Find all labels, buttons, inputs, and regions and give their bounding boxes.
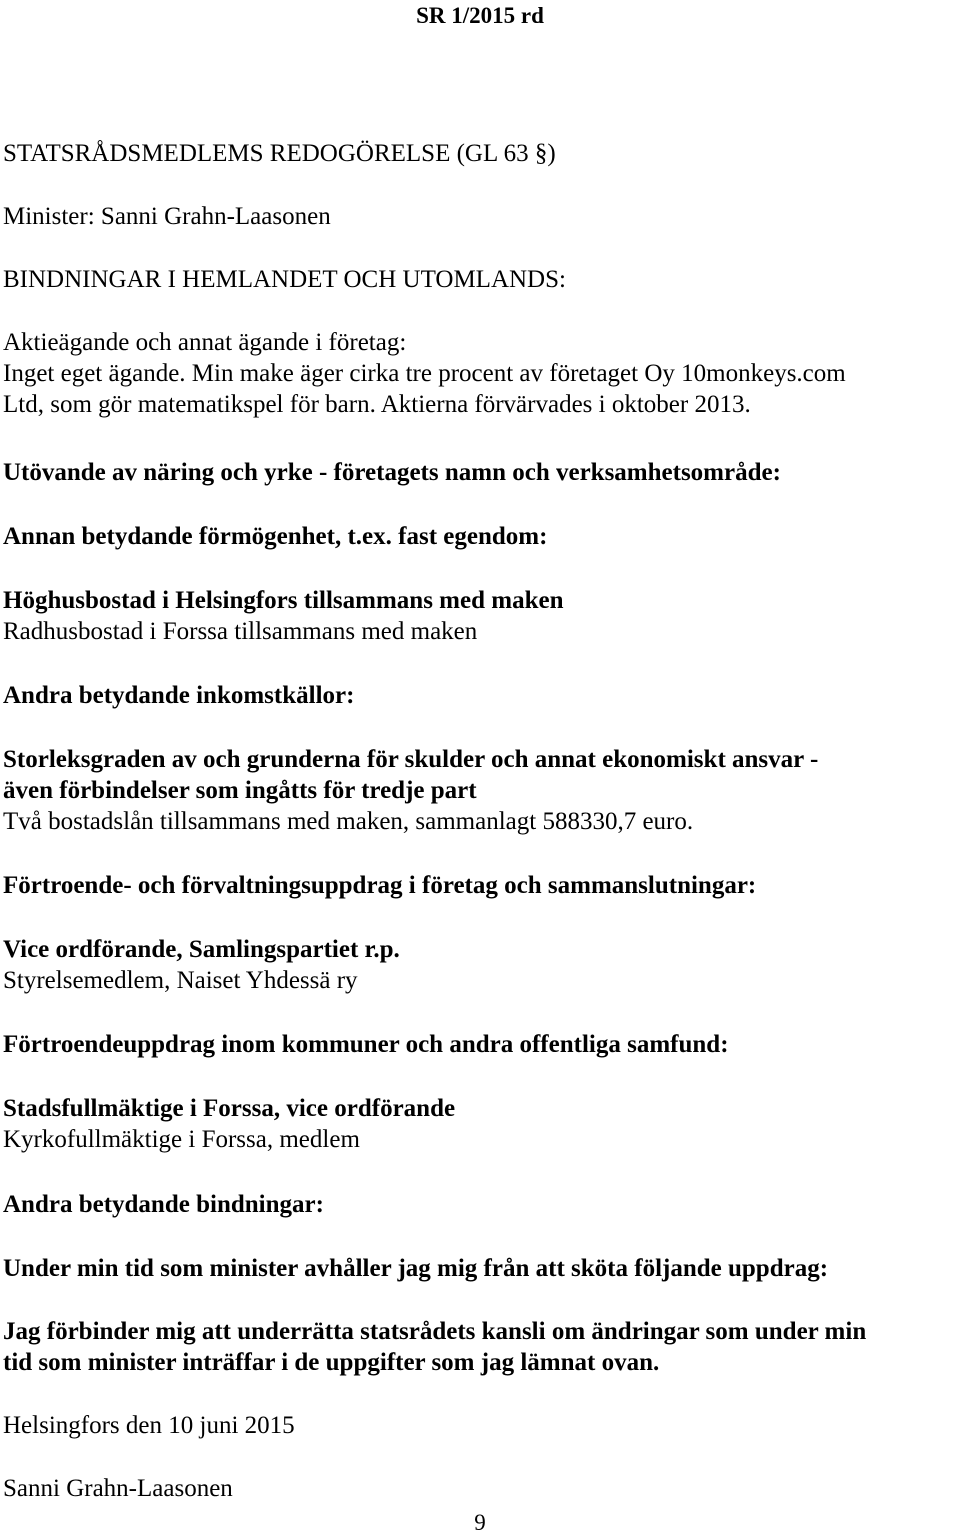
place-date: Helsingfors den 10 juni 2015: [3, 1412, 295, 1439]
signature-name: Sanni Grahn-Laasonen: [3, 1475, 233, 1502]
public-posts-heading: Förtroendeuppdrag inom kommuner och andra offentliga samfund:: [3, 1031, 729, 1058]
shares-line: Ltd, som gör matematikspel för barn. Aktierna förvärvades i oktober 2013.: [3, 391, 751, 418]
document-reference: SR 1/2015 rd: [416, 3, 544, 28]
other-bindings-heading: Andra betydande bindningar:: [3, 1191, 324, 1218]
debts-heading: även förbindelser som ingåtts för tredje part: [3, 777, 477, 804]
property-heading: Annan betydande förmögenhet, t.ex. fast egendom:: [3, 523, 548, 550]
property-item: Radhusbostad i Forssa tillsammans med maken: [3, 618, 478, 645]
minister-line: Minister: Sanni Grahn-Laasonen: [3, 203, 331, 230]
income-heading: Andra betydande inkomstkällor:: [3, 682, 355, 709]
page-number: 9: [474, 1510, 486, 1535]
public-post-item: Kyrkofullmäktige i Forssa, medlem: [3, 1126, 360, 1153]
abstain-heading: Under min tid som minister avhåller jag mig från att sköta följande uppdrag:: [3, 1255, 829, 1282]
section-heading: BINDNINGAR I HEMLANDET OCH UTOMLANDS:: [3, 266, 566, 293]
company-post-item: Styrelsemedlem, Naiset Yhdessä ry: [3, 967, 358, 994]
commitment-text: tid som minister inträffar i de uppgifter som jag lämnat ovan.: [3, 1349, 660, 1376]
company-post-item: Vice ordförande, Samlingspartiet r.p.: [3, 936, 400, 963]
public-post-item: Stadsfullmäktige i Forssa, vice ordförande: [3, 1095, 456, 1122]
company-posts-heading: Förtroende- och förvaltningsuppdrag i företag och sammanslutningar:: [3, 872, 757, 899]
debts-value: Två bostadslån tillsammans med maken, sammanlagt 588330,7 euro.: [3, 808, 694, 835]
shares-heading: Aktieägande och annat ägande i företag:: [3, 329, 407, 356]
occupation-heading: Utövande av näring och yrke - företagets namn och verksamhetsområde:: [3, 459, 781, 486]
property-item: Höghusbostad i Helsingfors tillsammans med maken: [3, 587, 564, 614]
document-title: STATSRÅDSMEDLEMS REDOGÖRELSE (GL 63 §): [3, 140, 556, 167]
commitment-text: Jag förbinder mig att underrätta statsrådets kansli om ändringar som under min: [3, 1318, 867, 1345]
debts-heading: Storleksgraden av och grunderna för skulder och annat ekonomiskt ansvar -: [3, 746, 819, 773]
shares-line: Inget eget ägande. Min make äger cirka tre procent av företaget Oy 10monkeys.com: [3, 360, 846, 387]
